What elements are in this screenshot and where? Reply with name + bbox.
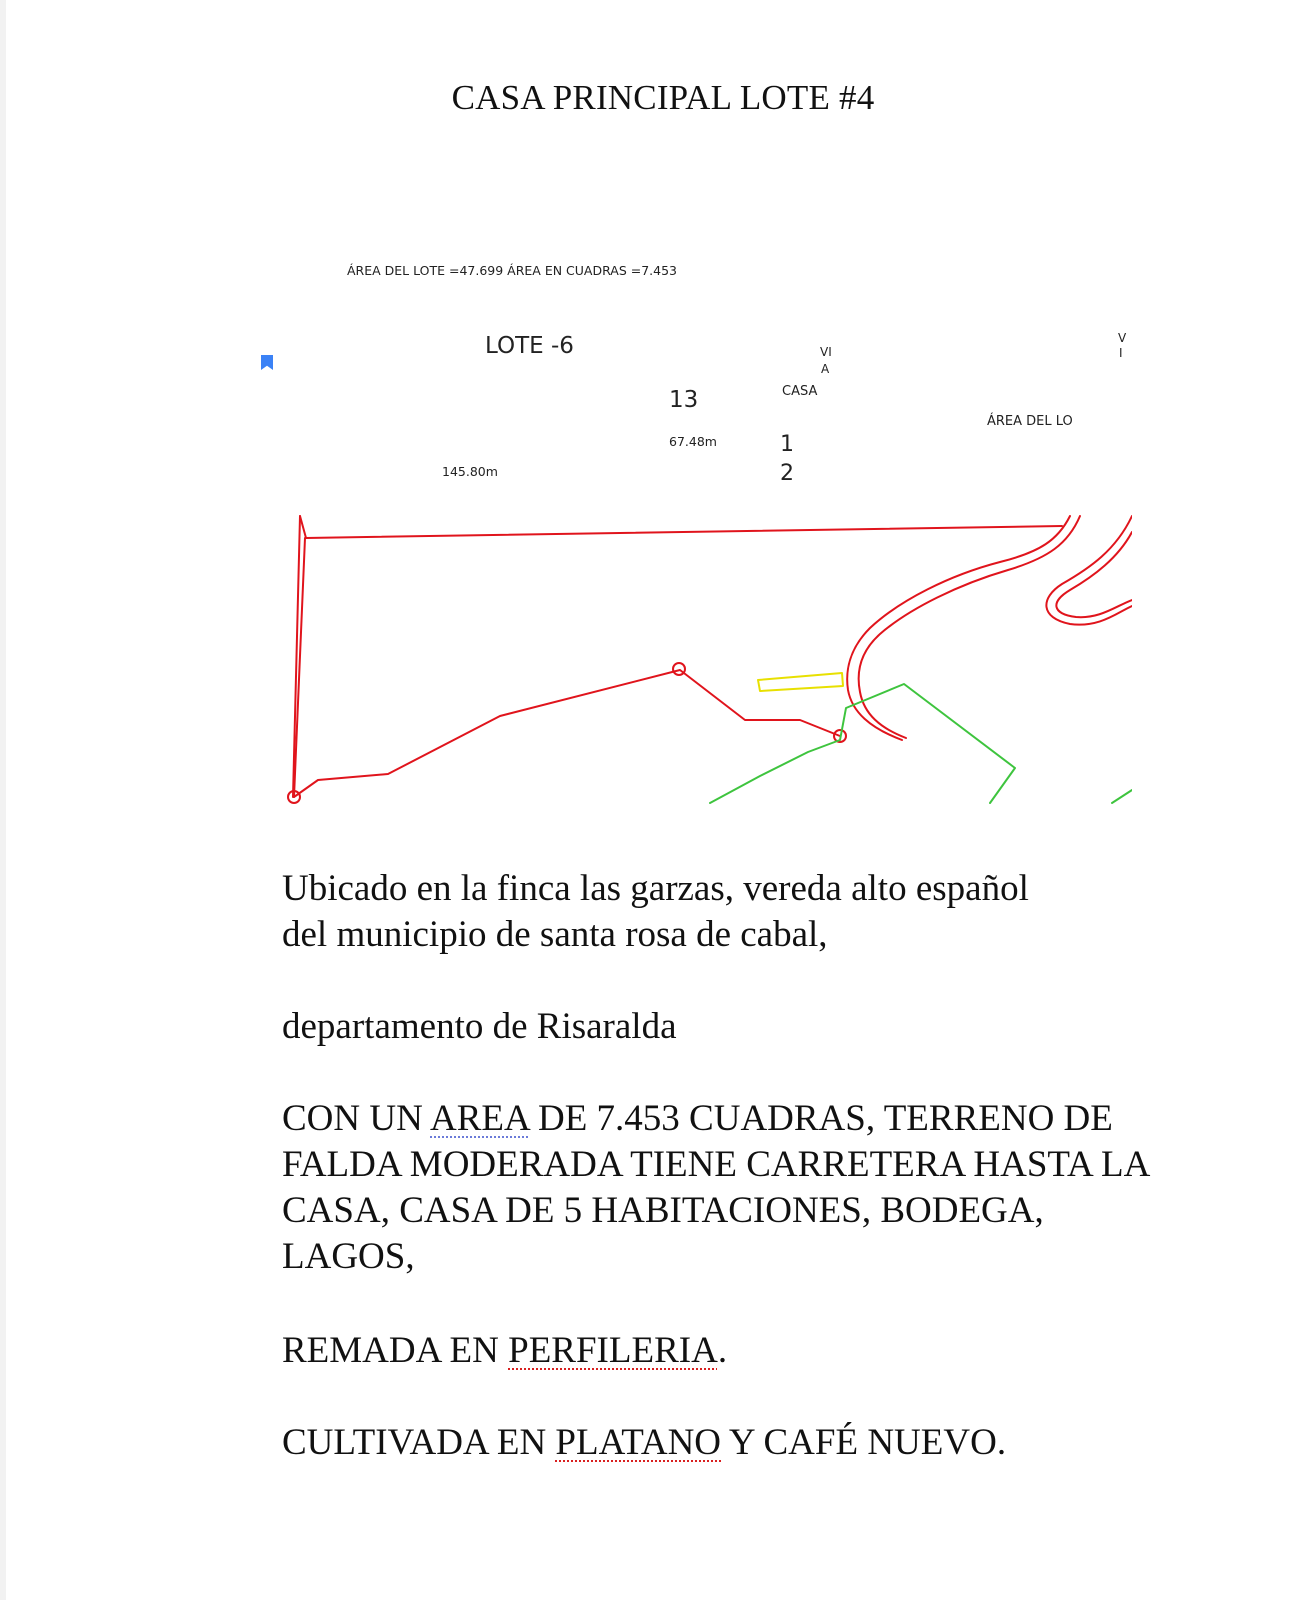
- dimension-145-80: 145.80m: [442, 464, 498, 479]
- digit-1: 1: [780, 432, 794, 457]
- via-right-i: I: [1119, 346, 1123, 360]
- area-word[interactable]: AREA: [430, 1098, 529, 1139]
- platano-word[interactable]: PLATANO: [555, 1422, 722, 1463]
- access-road: [847, 516, 1132, 740]
- lote-label: LOTE -6: [485, 333, 574, 359]
- location-line-1: Ubicado en la finca las garzas, vereda alto español: [282, 868, 1029, 909]
- via-left-a: A: [821, 362, 830, 376]
- area-text-pre: CON UN: [282, 1098, 431, 1139]
- document-title: CASA PRINCIPAL LOTE #4: [451, 78, 875, 117]
- via-left-v: VI: [820, 345, 832, 359]
- house-outline: [758, 673, 843, 691]
- stream: [710, 684, 1132, 803]
- remada-paragraph: [282, 1328, 1152, 1374]
- location-paragraph: [282, 866, 1152, 958]
- remada-text-post: .: [717, 1330, 728, 1371]
- lot-boundary: [288, 516, 1062, 803]
- area-text-post: DE 7.453 CUADRAS, TERRENO DE FALDA MODERADA TIENE CARRETERA HASTA LA CASA, CASA DE 5 HABITACIONES, BODEGA, LAGOS,: [282, 1098, 1149, 1277]
- remada-text-pre: REMADA EN: [282, 1330, 509, 1371]
- casa-label: CASA: [782, 384, 818, 399]
- area-paragraph: [282, 1096, 1152, 1280]
- cultivada-text-post: Y CAFÉ NUEVO.: [721, 1422, 1007, 1463]
- department-paragraph: departamento de Risaralda: [282, 1006, 677, 1047]
- area-partial-label: ÁREA DEL LO: [987, 414, 1073, 429]
- digit-2: 2: [780, 461, 794, 486]
- perfileria-word[interactable]: PERFILERIA: [508, 1330, 718, 1371]
- cultivada-text-pre: CULTIVADA EN: [282, 1422, 556, 1463]
- area-header: ÁREA DEL LOTE =47.699 ÁREA EN CUADRAS =7.453: [347, 263, 677, 278]
- lot-number-13: 13: [669, 387, 699, 413]
- via-right-v: V: [1118, 331, 1127, 345]
- location-line-2: del municipio de santa rosa de cabal,: [282, 914, 828, 955]
- dimension-67-48: 67.48m: [669, 434, 717, 449]
- cultivada-paragraph: [282, 1420, 1152, 1466]
